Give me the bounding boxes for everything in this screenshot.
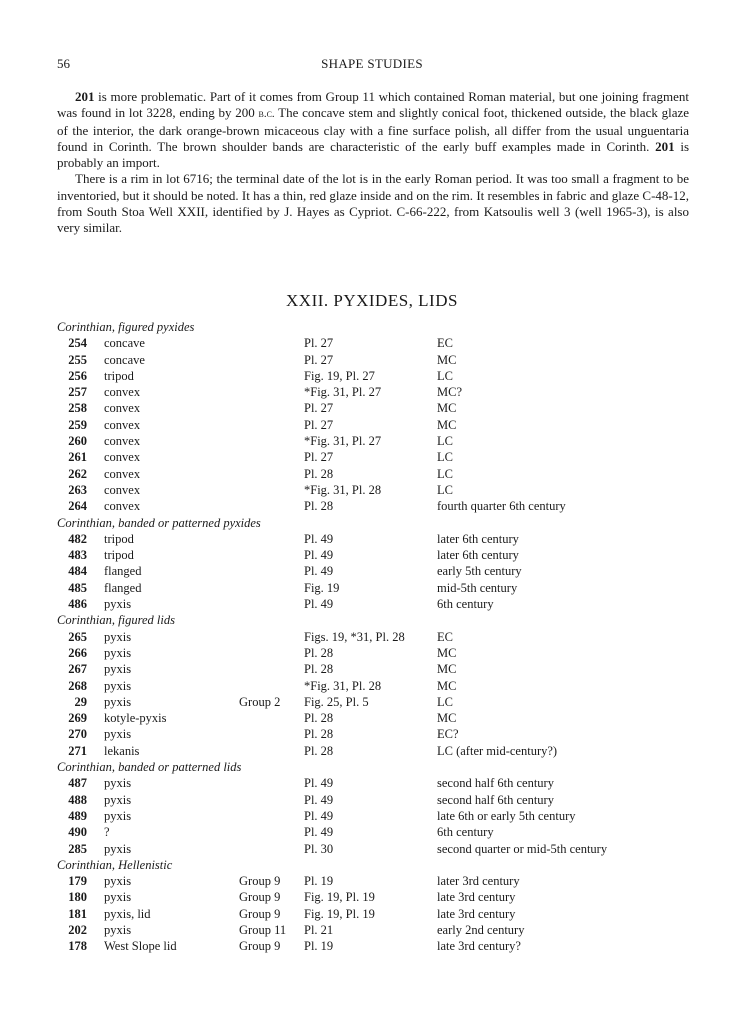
shape-cell: tripod (104, 548, 134, 563)
group-cell: Group 9 (239, 939, 281, 954)
table-row (57, 482, 697, 498)
catalogue-number: 285 (68, 841, 87, 856)
catalogue-number: 258 (68, 401, 87, 416)
era-abbreviation: b.c. (258, 108, 275, 121)
catalogue-number: 267 (68, 662, 87, 677)
shape-cell: convex (104, 417, 141, 432)
figure-plate-cell: Pl. 19 (304, 939, 334, 954)
catalogue-number: 266 (68, 645, 87, 660)
page-number: 56 (57, 56, 70, 71)
shape-cell: concave (104, 336, 145, 351)
figure-plate-cell: *Fig. 31, Pl. 28 (304, 482, 382, 497)
date-cell: MC (437, 678, 457, 693)
figure-plate-cell: Pl. 28 (304, 499, 334, 514)
catalogue-number: 256 (68, 368, 87, 383)
date-cell: MC (437, 417, 457, 432)
table-row (57, 368, 697, 384)
shape-cell: lekanis (104, 743, 140, 758)
shape-cell: pyxis (104, 874, 132, 889)
shape-cell: pyxis (104, 808, 132, 823)
table-row (57, 938, 697, 954)
figure-plate-cell: Pl. 49 (304, 564, 334, 579)
date-cell: MC? (437, 385, 462, 400)
figure-plate-cell: Figs. 19, *31, Pl. 28 (304, 629, 405, 644)
shape-cell: pyxis (104, 629, 132, 644)
category-heading: Corinthian, figured pyxides (57, 320, 195, 334)
figure-plate-cell: *Fig. 31, Pl. 28 (304, 678, 382, 693)
table-row (57, 743, 697, 759)
figure-plate-cell: Fig. 19 (304, 580, 340, 595)
date-cell: late 3rd century (437, 890, 516, 905)
shape-cell: tripod (104, 531, 134, 546)
table-row (57, 726, 697, 742)
paragraph-1 (57, 89, 689, 171)
shape-cell: ? (104, 825, 110, 840)
catalogue-number: 487 (68, 776, 87, 791)
shape-cell: convex (104, 385, 141, 400)
shape-cell: convex (104, 499, 141, 514)
table-row (57, 531, 697, 547)
table-row (57, 661, 697, 677)
shape-cell: kotyle-pyxis (104, 711, 167, 726)
date-cell: later 3rd century (437, 874, 520, 889)
category-heading: Corinthian, banded or patterned pyxides (57, 515, 261, 530)
table-row (57, 775, 697, 791)
table-row (57, 645, 697, 661)
shape-cell: pyxis (104, 792, 132, 807)
figure-plate-cell: Pl. 49 (304, 792, 334, 807)
table-row (57, 694, 697, 710)
date-cell: 6th century (437, 825, 494, 840)
catalogue-number: 269 (68, 711, 87, 726)
catalogue-number: 259 (68, 417, 87, 432)
date-cell: second half 6th century (437, 792, 554, 807)
shape-cell: convex (104, 466, 141, 481)
table-row (57, 808, 697, 824)
figure-plate-cell: Pl. 28 (304, 727, 334, 742)
table-row (57, 792, 697, 808)
catalogue-number: 263 (68, 482, 87, 497)
catalogue-number: 180 (68, 890, 87, 905)
category-heading: Corinthian, figured lids (57, 613, 175, 628)
catalogue-number: 255 (68, 352, 87, 367)
date-cell: early 5th century (437, 564, 522, 579)
figure-plate-cell: Pl. 49 (304, 776, 334, 791)
table-row (57, 466, 697, 482)
date-cell: EC? (437, 727, 459, 742)
group-cell: Group 2 (239, 694, 281, 709)
table-row (57, 400, 697, 416)
date-cell: MC (437, 662, 457, 677)
date-cell: LC (437, 450, 453, 465)
table-row (57, 449, 697, 465)
date-cell: EC (437, 629, 453, 644)
category-heading: Corinthian, Hellenistic (57, 857, 173, 872)
shape-cell: flanged (104, 580, 142, 595)
catalogue-number: 257 (68, 385, 87, 400)
date-cell: fourth quarter 6th century (437, 499, 566, 514)
catalogue-number: 201 (655, 138, 675, 154)
figure-plate-cell: Pl. 27 (304, 417, 334, 432)
catalogue-number: 254 (68, 336, 87, 351)
figure-plate-cell: Pl. 27 (304, 450, 334, 465)
catalogue-table (57, 319, 697, 955)
shape-cell: concave (104, 352, 145, 367)
catalogue-number: 486 (68, 597, 87, 612)
shape-cell: pyxis (104, 597, 132, 612)
figure-plate-cell: Pl. 27 (304, 401, 334, 416)
group-cell: Group 9 (239, 874, 281, 889)
shape-cell: pyxis (104, 841, 132, 856)
shape-cell: pyxis (104, 662, 132, 677)
figure-plate-cell: Pl. 28 (304, 711, 334, 726)
table-row (57, 922, 697, 938)
figure-plate-cell: Pl. 49 (304, 808, 334, 823)
date-cell: late 3rd century? (437, 939, 521, 954)
catalogue-number: 270 (68, 727, 87, 742)
table-row (57, 629, 697, 645)
catalogue-number: 490 (68, 825, 87, 840)
paragraph-text: is more problematic. Part of it comes from Group 11 which contained Roman material, but one joining fragment was found in lot 3228, ending by 200 (57, 89, 689, 121)
catalogue-number: 262 (68, 466, 87, 481)
catalogue-number: 179 (68, 874, 87, 889)
figure-plate-cell: Pl. 21 (304, 922, 334, 937)
figure-plate-cell: Pl. 30 (304, 841, 334, 856)
shape-cell: convex (104, 450, 141, 465)
date-cell: second half 6th century (437, 776, 554, 791)
figure-plate-cell: Pl. 49 (304, 531, 334, 546)
shape-cell: convex (104, 482, 141, 497)
date-cell: LC (after mid-century?) (437, 743, 558, 758)
date-cell: LC (437, 466, 453, 481)
shape-cell: flanged (104, 564, 142, 579)
catalogue-number: 484 (68, 564, 87, 579)
shape-cell: pyxis (104, 678, 132, 693)
shape-cell: pyxis, lid (104, 906, 151, 921)
catalogue-number: 268 (68, 678, 87, 693)
catalogue-number: 265 (68, 629, 87, 644)
catalogue-number: 488 (68, 792, 87, 807)
catalogue-number: 489 (68, 808, 87, 823)
catalogue-number: 485 (68, 580, 87, 595)
shape-cell: West Slope lid (104, 939, 177, 954)
catalogue-number: 264 (68, 499, 87, 514)
catalogue-number: 261 (68, 450, 87, 465)
catalogue-number: 260 (68, 434, 87, 449)
catalogue-number: 271 (68, 743, 87, 758)
date-cell: 6th century (437, 597, 494, 612)
date-cell: MC (437, 711, 457, 726)
date-cell: late 6th or early 5th century (437, 808, 576, 823)
figure-plate-cell: Fig. 19, Pl. 19 (304, 906, 375, 921)
catalogue-number: 202 (68, 922, 87, 937)
paragraph-text: The concave stem and slightly conical foot, thickened outside, the black glaze of the interior, the dark orange-brown micaceous clay with a fine surface polish, all differ from the usual unguentaria found in Corinth. The brown shoulder bands are characteristic of the early buff examples made in Corinth. (57, 105, 690, 154)
table-row (57, 547, 697, 563)
date-cell: LC (437, 368, 453, 383)
date-cell: MC (437, 401, 457, 416)
paragraph-2: There is a rim in lot 6716; the terminal date of the lot is in the early Roman period. It was too small a fragment to be inventoried, but it should be noted. It has a thin, red glaze inside and on the rim. It resembles in fabric and glaze C-48-12, from South Stoa Well XXII, identified by J. Hayes as Cypriot. C-66-222, from Katsoulis well 3 (well 1965-3), is also very similar. (57, 171, 689, 236)
date-cell: LC (437, 434, 453, 449)
table-row (57, 433, 697, 449)
table-row (57, 841, 697, 857)
shape-cell: pyxis (104, 890, 132, 905)
date-cell: LC (437, 694, 453, 709)
running-title: SHAPE STUDIES (321, 56, 423, 71)
figure-plate-cell: Pl. 27 (304, 336, 334, 351)
figure-plate-cell: Fig. 19, Pl. 27 (304, 368, 375, 383)
shape-cell: convex (104, 401, 141, 416)
figure-plate-cell: *Fig. 31, Pl. 27 (304, 434, 382, 449)
figure-plate-cell: Pl. 28 (304, 662, 334, 677)
catalogue-number: 482 (68, 531, 87, 546)
group-cell: Group 9 (239, 890, 281, 905)
group-cell: Group 9 (239, 906, 281, 921)
table-row (57, 498, 697, 514)
date-cell: LC (437, 482, 453, 497)
date-cell: later 6th century (437, 531, 519, 546)
table-row (57, 580, 697, 596)
table-row (57, 596, 697, 612)
shape-cell: pyxis (104, 776, 132, 791)
table-row (57, 873, 697, 889)
figure-plate-cell: Fig. 19, Pl. 19 (304, 890, 375, 905)
figure-plate-cell: Pl. 49 (304, 597, 334, 612)
table-row (57, 384, 697, 400)
section-title: XXII. PYXIDES, LIDS (286, 291, 458, 310)
shape-cell: pyxis (104, 727, 132, 742)
category-heading: Corinthian, banded or patterned lids (57, 760, 242, 775)
table-row (57, 417, 697, 433)
catalogue-number: 201 (75, 89, 95, 104)
shape-cell: convex (104, 434, 141, 449)
shape-cell: pyxis (104, 922, 132, 937)
shape-cell: pyxis (104, 645, 132, 660)
shape-cell: tripod (104, 368, 134, 383)
date-cell: EC (437, 336, 453, 351)
body-text (57, 89, 689, 237)
table-row (57, 824, 697, 840)
date-cell: later 6th century (437, 548, 519, 563)
date-cell: mid-5th century (437, 580, 518, 595)
table-row (57, 906, 697, 922)
date-cell: late 3rd century (437, 906, 516, 921)
figure-plate-cell: *Fig. 31, Pl. 27 (304, 385, 382, 400)
table-row (57, 335, 697, 351)
date-cell: second quarter or mid-5th century (437, 841, 608, 856)
catalogue-number: 178 (68, 939, 87, 954)
table-row (57, 889, 697, 905)
figure-plate-cell: Fig. 25, Pl. 5 (304, 694, 369, 709)
table-row (57, 710, 697, 726)
page-header (57, 56, 687, 76)
date-cell: MC (437, 645, 457, 660)
shape-cell: pyxis (104, 694, 132, 709)
figure-plate-cell: Pl. 27 (304, 352, 334, 367)
catalogue-number: 181 (68, 906, 87, 921)
figure-plate-cell: Pl. 28 (304, 466, 334, 481)
figure-plate-cell: Pl. 19 (304, 874, 334, 889)
table-row (57, 563, 697, 579)
catalogue-number: 483 (68, 548, 87, 563)
figure-plate-cell: Pl. 28 (304, 743, 334, 758)
paragraph-text: is probably an import. (57, 138, 690, 171)
group-cell: Group 11 (239, 922, 287, 937)
date-cell: MC (437, 352, 457, 367)
figure-plate-cell: Pl. 28 (304, 645, 334, 660)
figure-plate-cell: Pl. 49 (304, 825, 334, 840)
date-cell: early 2nd century (437, 922, 525, 937)
table-row (57, 678, 697, 694)
figure-plate-cell: Pl. 49 (304, 548, 334, 563)
table-row (57, 352, 697, 368)
catalogue-number: 29 (74, 694, 87, 709)
